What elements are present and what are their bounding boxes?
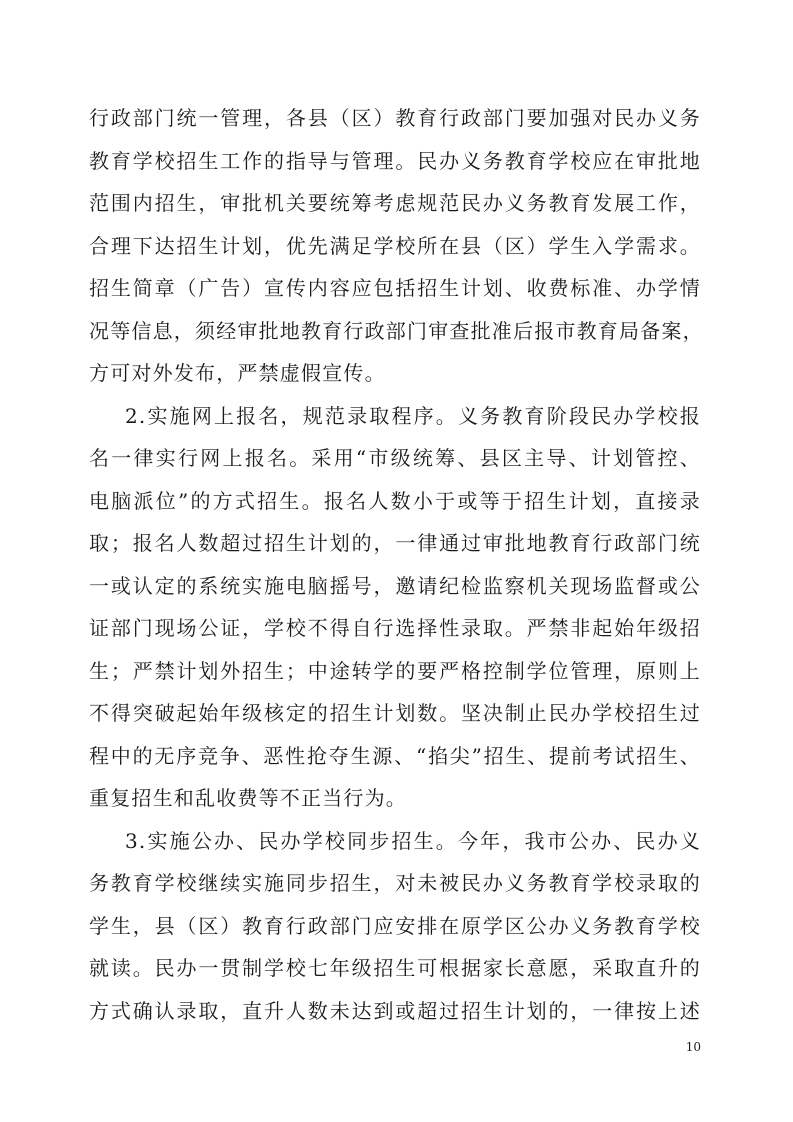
text-line: 一或认定的系统实施电脑摇号，邀请纪检监察机关现场监督或公: [89, 573, 701, 598]
text-line: 生；严禁计划外招生；中途转学的要严格控制学位管理，原则上: [89, 658, 701, 683]
paragraph-1: [89, 97, 704, 395]
text-line: 方式确认录取，直升人数未达到或超过招生计划的，一律按上述: [89, 998, 701, 1023]
text-line: 方可对外发布，严禁虚假宣传。: [89, 361, 386, 385]
text-line: 证部门现场公证，学校不得自行选择性录取。严禁非起始年级招: [89, 616, 701, 640]
paragraph-3: [89, 820, 701, 1033]
page-number: 10: [685, 1040, 701, 1054]
text-line: 程中的无序竞争、恶性抢夺生源、“掐尖”招生、提前考试招生、: [89, 743, 701, 768]
body-text: [89, 97, 704, 1032]
text-line: 学生，县（区）教育行政部门应安排在原学区公办义务教育学校: [89, 913, 701, 938]
text-line: 合理下达招生计划，优先满足学校所在县（区）学生入学需求。: [89, 233, 701, 258]
text-line: 行政部门统一管理，各县（区）教育行政部门要加强对民办义务: [89, 106, 701, 130]
text-line: 务教育学校继续实施同步招生，对未被民办义务教育学校录取的: [89, 871, 701, 895]
text-line: 取；报名人数超过招生计划的，一律通过审批地教育行政部门统: [89, 531, 701, 555]
text-line: 不得突破起始年级核定的招生计划数。坚决制止民办学校招生过: [89, 701, 701, 725]
text-line: 3.实施公办、民办学校同步招生。今年，我市公办、民办义: [125, 828, 701, 853]
text-line: 名一律实行网上报名。采用“市级统筹、县区主导、计划管控、: [89, 446, 701, 470]
text-line: 2.实施网上报名，规范录取程序。义务教育阶段民办学校报: [125, 403, 701, 428]
text-line: 就读。民办一贯制学校七年级招生可根据家长意愿，采取直升的: [89, 956, 701, 980]
text-line: 教育学校招生工作的指导与管理。民办义务教育学校应在审批地: [89, 148, 701, 173]
paragraph-2: [89, 395, 701, 820]
text-line: 重复招生和乱收费等不正当行为。: [89, 786, 407, 810]
text-line: 招生简章（广告）宣传内容应包括招生计划、收费标准、办学情: [89, 276, 701, 300]
text-line: 电脑派位”的方式招生。报名人数小于或等于招生计划，直接录: [89, 488, 701, 513]
text-line: 范围内招生，审批机关要统筹考虑规范民办义务教育发展工作，: [89, 191, 701, 215]
text-line: 况等信息，须经审批地教育行政部门审查批准后报市教育局备案，: [89, 318, 704, 343]
